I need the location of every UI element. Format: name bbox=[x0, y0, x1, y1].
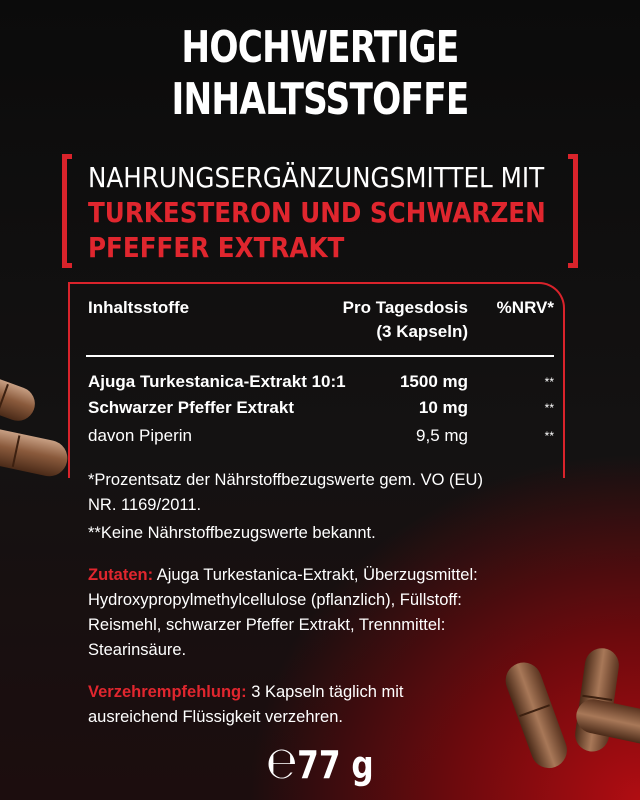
table-divider bbox=[86, 355, 554, 357]
net-weight bbox=[58, 738, 583, 789]
dose-header-line-2: (3 Kapseln) bbox=[376, 322, 468, 341]
table-row bbox=[88, 424, 554, 448]
right-bracket-decoration bbox=[568, 154, 578, 268]
footnote-nrv bbox=[88, 468, 568, 518]
dose-header-line-1: Pro Tagesdosis bbox=[342, 298, 468, 317]
recommendation-line-1: 3 Kapseln täglich mit bbox=[246, 683, 404, 701]
footnote-nrv-line-2: NR. 1169/2011. bbox=[88, 496, 202, 514]
row-nrv: ** bbox=[544, 429, 554, 443]
subtitle-line-2: TURKESTERON UND SCHWARZEN bbox=[88, 196, 546, 229]
estimated-sign-icon: ℮ bbox=[266, 738, 298, 789]
subtitle bbox=[88, 160, 546, 265]
row-amount: 9,5 mg bbox=[416, 426, 468, 445]
recommendation-label: Verzehrempfehlung: bbox=[88, 683, 247, 701]
row-name: Schwarzer Pfeffer Extrakt bbox=[88, 398, 294, 417]
left-bracket-decoration bbox=[62, 154, 72, 268]
row-name: Ajuga Turkestanica-Extrakt 10:1 bbox=[88, 372, 346, 391]
recommendation-text bbox=[88, 680, 568, 730]
ingredients-line-3: Reismehl, schwarzer Pfeffer Extrakt, Trennmittel: bbox=[88, 616, 446, 634]
table-row bbox=[88, 396, 554, 420]
ingredients-line-4: Stearinsäure. bbox=[88, 641, 187, 659]
page-title bbox=[70, 22, 569, 126]
subtitle-line-3: PFEFFER EXTRAKT bbox=[88, 231, 345, 264]
row-nrv: ** bbox=[544, 401, 554, 415]
title-line-2: INHALTSSTOFFE bbox=[171, 74, 469, 125]
recommendation-line-2: ausreichend Flüssigkeit verzehren. bbox=[88, 708, 343, 726]
table-row bbox=[88, 370, 554, 394]
net-weight-value: 77 g bbox=[297, 743, 374, 787]
column-header-dose bbox=[300, 296, 468, 344]
column-header-ingredient: Inhaltsstoffe bbox=[88, 298, 190, 317]
title-line-1: HOCHWERTIGE bbox=[181, 22, 459, 73]
ingredients-line-2: Hydroxypropylmethylcellulose (pflanzlich), Füllstoff: bbox=[88, 591, 462, 609]
ingredients-label: Zutaten: bbox=[88, 566, 154, 584]
ingredients-text bbox=[88, 563, 568, 663]
row-amount: 1500 mg bbox=[399, 372, 468, 391]
footnote-none: **Keine Nährstoffbezugswerte bekannt. bbox=[88, 524, 376, 542]
footnote-nrv-line-1: *Prozentsatz der Nährstoffbezugswerte gem. VO (EU) bbox=[88, 471, 483, 489]
column-header-nrv: %NRV* bbox=[496, 298, 554, 317]
subtitle-line-1: NAHRUNGSERGÄNZUNGSMITTEL MIT bbox=[88, 161, 545, 194]
ingredients-line-1: Ajuga Turkestanica-Extrakt, Überzugsmittel: bbox=[153, 566, 478, 584]
row-amount: 10 mg bbox=[418, 398, 468, 417]
row-nrv: ** bbox=[544, 375, 554, 389]
row-name: davon Piperin bbox=[88, 426, 192, 445]
